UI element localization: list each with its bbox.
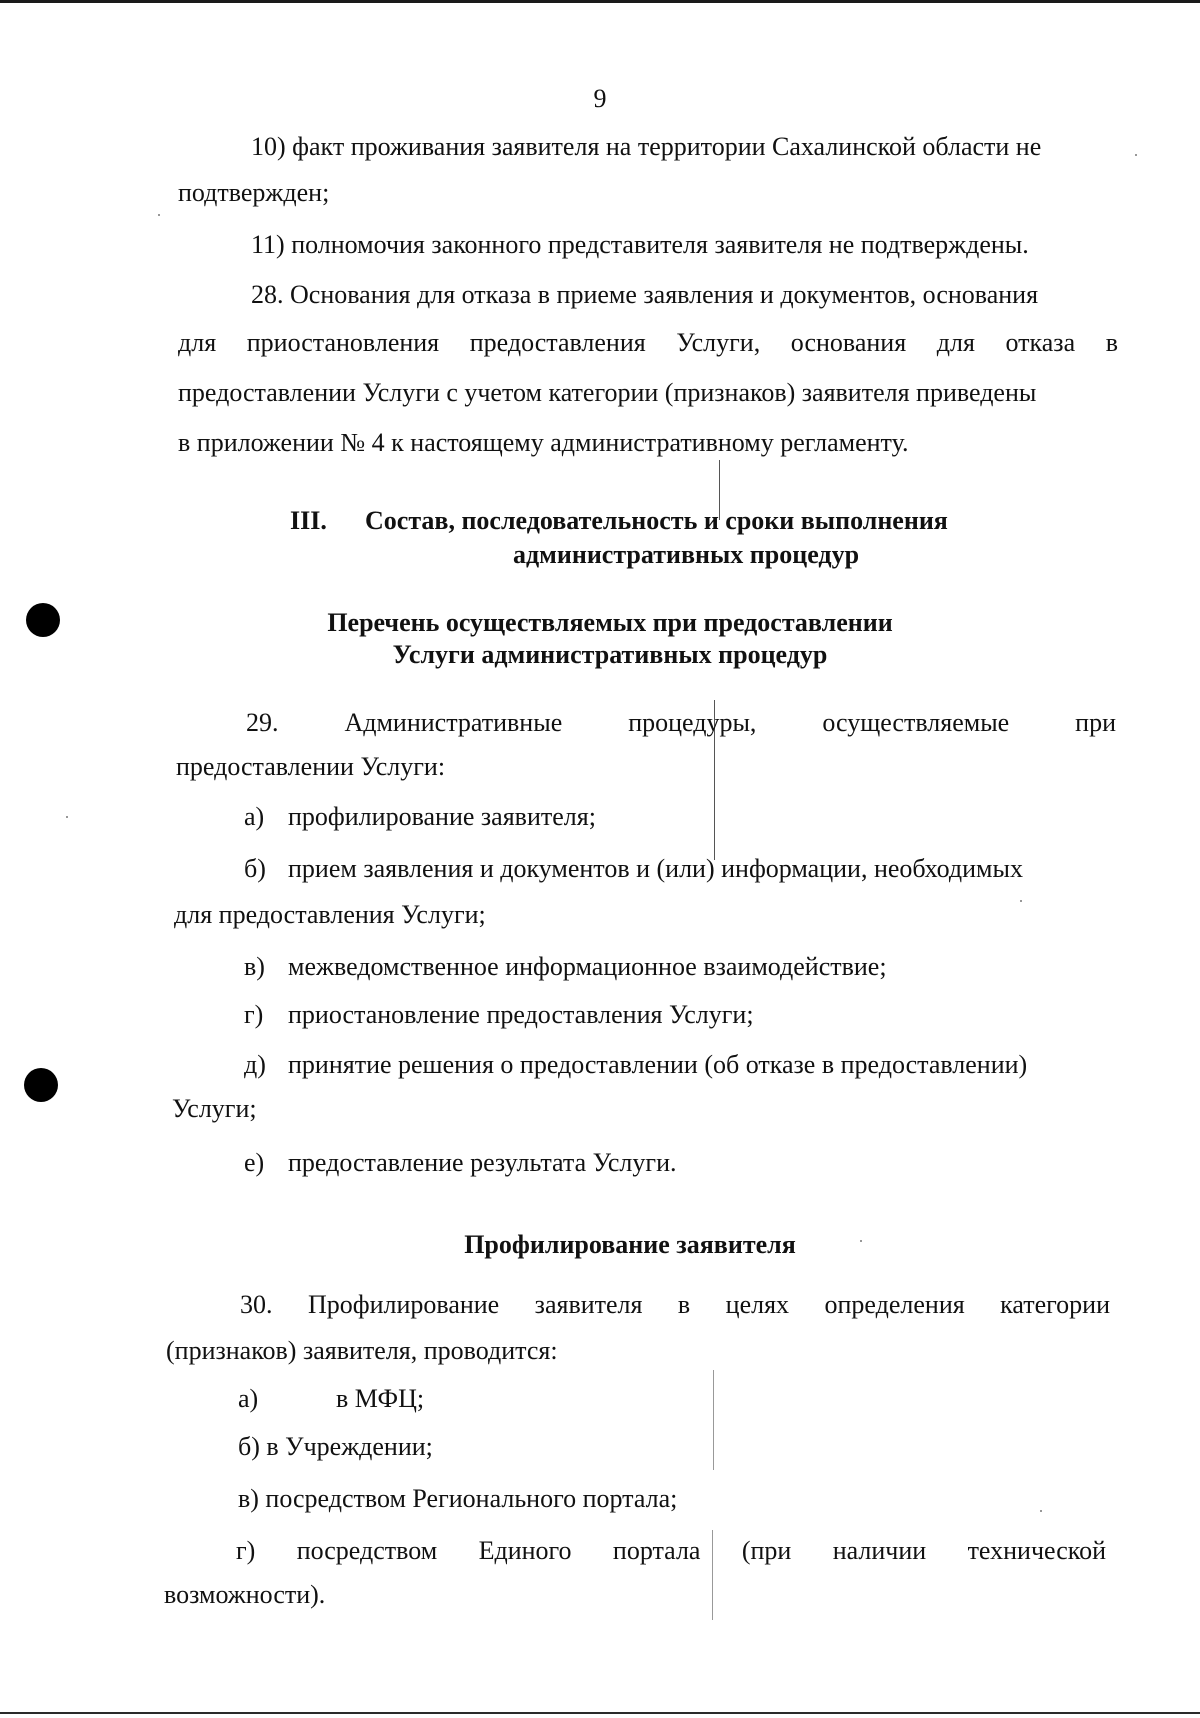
list-item: в) посредством Регионального портала; (238, 1484, 678, 1513)
text-line: 29. Административные процедуры, осуществляемые при (246, 708, 1116, 737)
list-text: в МФЦ; (336, 1384, 425, 1413)
subheading-line1: Перечень осуществляемых при предоставлении (327, 608, 893, 637)
text-line: 28. Основания для отказа в приеме заявления и документов, основания (251, 280, 1039, 309)
list-text: приостановление предоставления Услуги; (288, 1000, 754, 1029)
page-number: 9 (593, 84, 607, 113)
scan-line-3 (713, 1370, 714, 1470)
punch-hole-top (26, 603, 60, 637)
list-continuation: Услуги; (172, 1094, 257, 1123)
text-line: 30. Профилирование заявителя в целях определения категории (240, 1290, 1110, 1319)
scan-speck (1040, 1510, 1042, 1512)
list-continuation: возможности). (164, 1580, 326, 1609)
list-text: предоставление результата Услуги. (288, 1148, 677, 1177)
text-line: (признаков) заявителя, проводится: (166, 1336, 558, 1365)
text-line: в приложении № 4 к настоящему административному регламенту. (178, 428, 909, 457)
list-marker: д) (244, 1050, 266, 1079)
subheading-line2: Услуги административных процедур (392, 640, 828, 669)
scan-speck (66, 816, 68, 818)
list-item (244, 1000, 754, 1030)
section-number: III. (290, 506, 327, 535)
scan-speck (1135, 154, 1137, 156)
list-continuation: для предоставления Услуги; (174, 900, 486, 929)
punch-hole-bottom (24, 1068, 58, 1102)
list-item: г) посредством Единого портала (при наличии технической (236, 1536, 1106, 1565)
list-item (238, 1384, 424, 1414)
list-text: прием заявления и документов и (или) информации, необходимых (288, 854, 1023, 883)
subheading: Профилирование заявителя (464, 1230, 796, 1259)
scan-speck (1020, 900, 1022, 902)
list-marker: в) (244, 952, 265, 981)
list-text: принятие решения о предоставлении (об отказе в предоставлении) (288, 1050, 1028, 1079)
list-item (244, 1050, 1027, 1080)
list-text: межведомственное информационное взаимодействие; (288, 952, 887, 981)
top-scan-edge (0, 0, 1200, 3)
list-item (244, 952, 887, 982)
text-line: 10) факт проживания заявителя на территории Сахалинской области не (251, 132, 1042, 161)
text-line: предоставлении Услуги с учетом категории (признаков) заявителя приведены (178, 378, 1037, 407)
list-marker: а) (238, 1384, 259, 1413)
text-line: 11) полномочия законного представителя заявителя не подтверждены. (251, 230, 1029, 259)
text-line: подтвержден; (178, 178, 330, 207)
text-line: для приостановления предоставления Услуги, основания для отказа в (178, 328, 1118, 357)
list-item (244, 802, 596, 832)
list-item (244, 1148, 677, 1178)
list-marker: г) (244, 1000, 264, 1029)
section-title-line2: административных процедур (513, 540, 860, 569)
list-marker: а) (244, 802, 265, 831)
list-item (244, 854, 1023, 884)
bottom-scan-edge (0, 1712, 1200, 1714)
list-item: б) в Учреждении; (238, 1432, 433, 1461)
section-title-line1: Состав, последовательность и сроки выполнения (365, 506, 948, 535)
text-line: предоставлении Услуги: (176, 752, 446, 781)
list-marker: е) (244, 1148, 265, 1177)
list-text: профилирование заявителя; (288, 802, 596, 831)
scan-speck (158, 214, 160, 216)
list-marker: б) (244, 854, 266, 883)
